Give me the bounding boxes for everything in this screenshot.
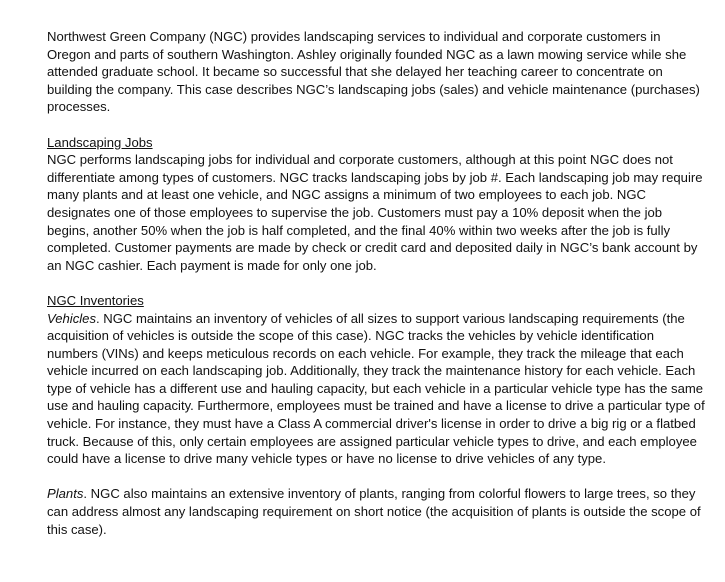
vehicles-text: . NGC maintains an inventory of vehicles of all sizes to support various landscaping requirements (the acquisition of vehicles is outside the scope of this case). NGC tracks the vehicles by vehicle identification numbers (VINs) and keeps meticulous records on each vehicle. For example, they track the mileage that each vehicle incurred on each landscaping job. Additionally, they track the maintenance history for each vehicle. Each type of vehicle has a different use and hauling capacity, but each vehicle in a particular vehicle type has the same use and hauling capacity. Furthermore, employees must be trained and have a license to drive a particular type of vehicle. For instance, they must have a Class A commercial driver's license in order to drive a big rig or a flatbed truck. Because of this, only certain employees are assigned particular vehicle types to drive, and each employee could have a license to drive many vehicle types or have no license to drive vehicles of any type. <box>47 310 705 467</box>
intro-paragraph: Northwest Green Company (NGC) provides landscaping services to individual and corporate customers in Oregon and parts of southern Washington. Ashley originally founded NGC as a lawn mowing service while she attended graduate school. It became so successful that she delayed her teaching career to concentrate on building the company. This case describes NGC’s landscaping jobs (sales) and vehicle maintenance (purchases) processes. <box>47 29 700 115</box>
plants-paragraph <box>47 485 707 538</box>
document-page <box>47 28 707 556</box>
plants-text: . NGC also maintains an extensive inventory of plants, ranging from colorful flowers to large trees, so they can address almost any landscaping requirement on short notice (the acquisition of plants is outside the scope of this case). <box>47 486 701 537</box>
landscaping-jobs-paragraph: NGC performs landscaping jobs for individual and corporate customers, although at this point NGC does not differentiate among types of customers. NGC tracks landscaping jobs by job #. Each landscaping job may require many plants and at least one vehicle, and NGC assigns a minimum of two employees to each job. NGC designates one of those employees to supervise the job. Customers must pay a 10% deposit when the job begins, another 50% when the job is half completed, and the final 40% within two weeks after the job is fully completed. Customer payments are made by check or credit card and deposited daily in NGC’s bank account by an NGC cashier. Each payment is made for only one job. <box>47 152 703 273</box>
ngc-inventories-heading: NGC Inventories <box>47 292 144 308</box>
vehicles-lead: Vehicles <box>47 310 97 326</box>
landscaping-jobs-heading: Landscaping Jobs <box>47 134 153 150</box>
plants-lead: Plants <box>47 486 84 502</box>
vehicles-paragraph <box>47 310 707 468</box>
